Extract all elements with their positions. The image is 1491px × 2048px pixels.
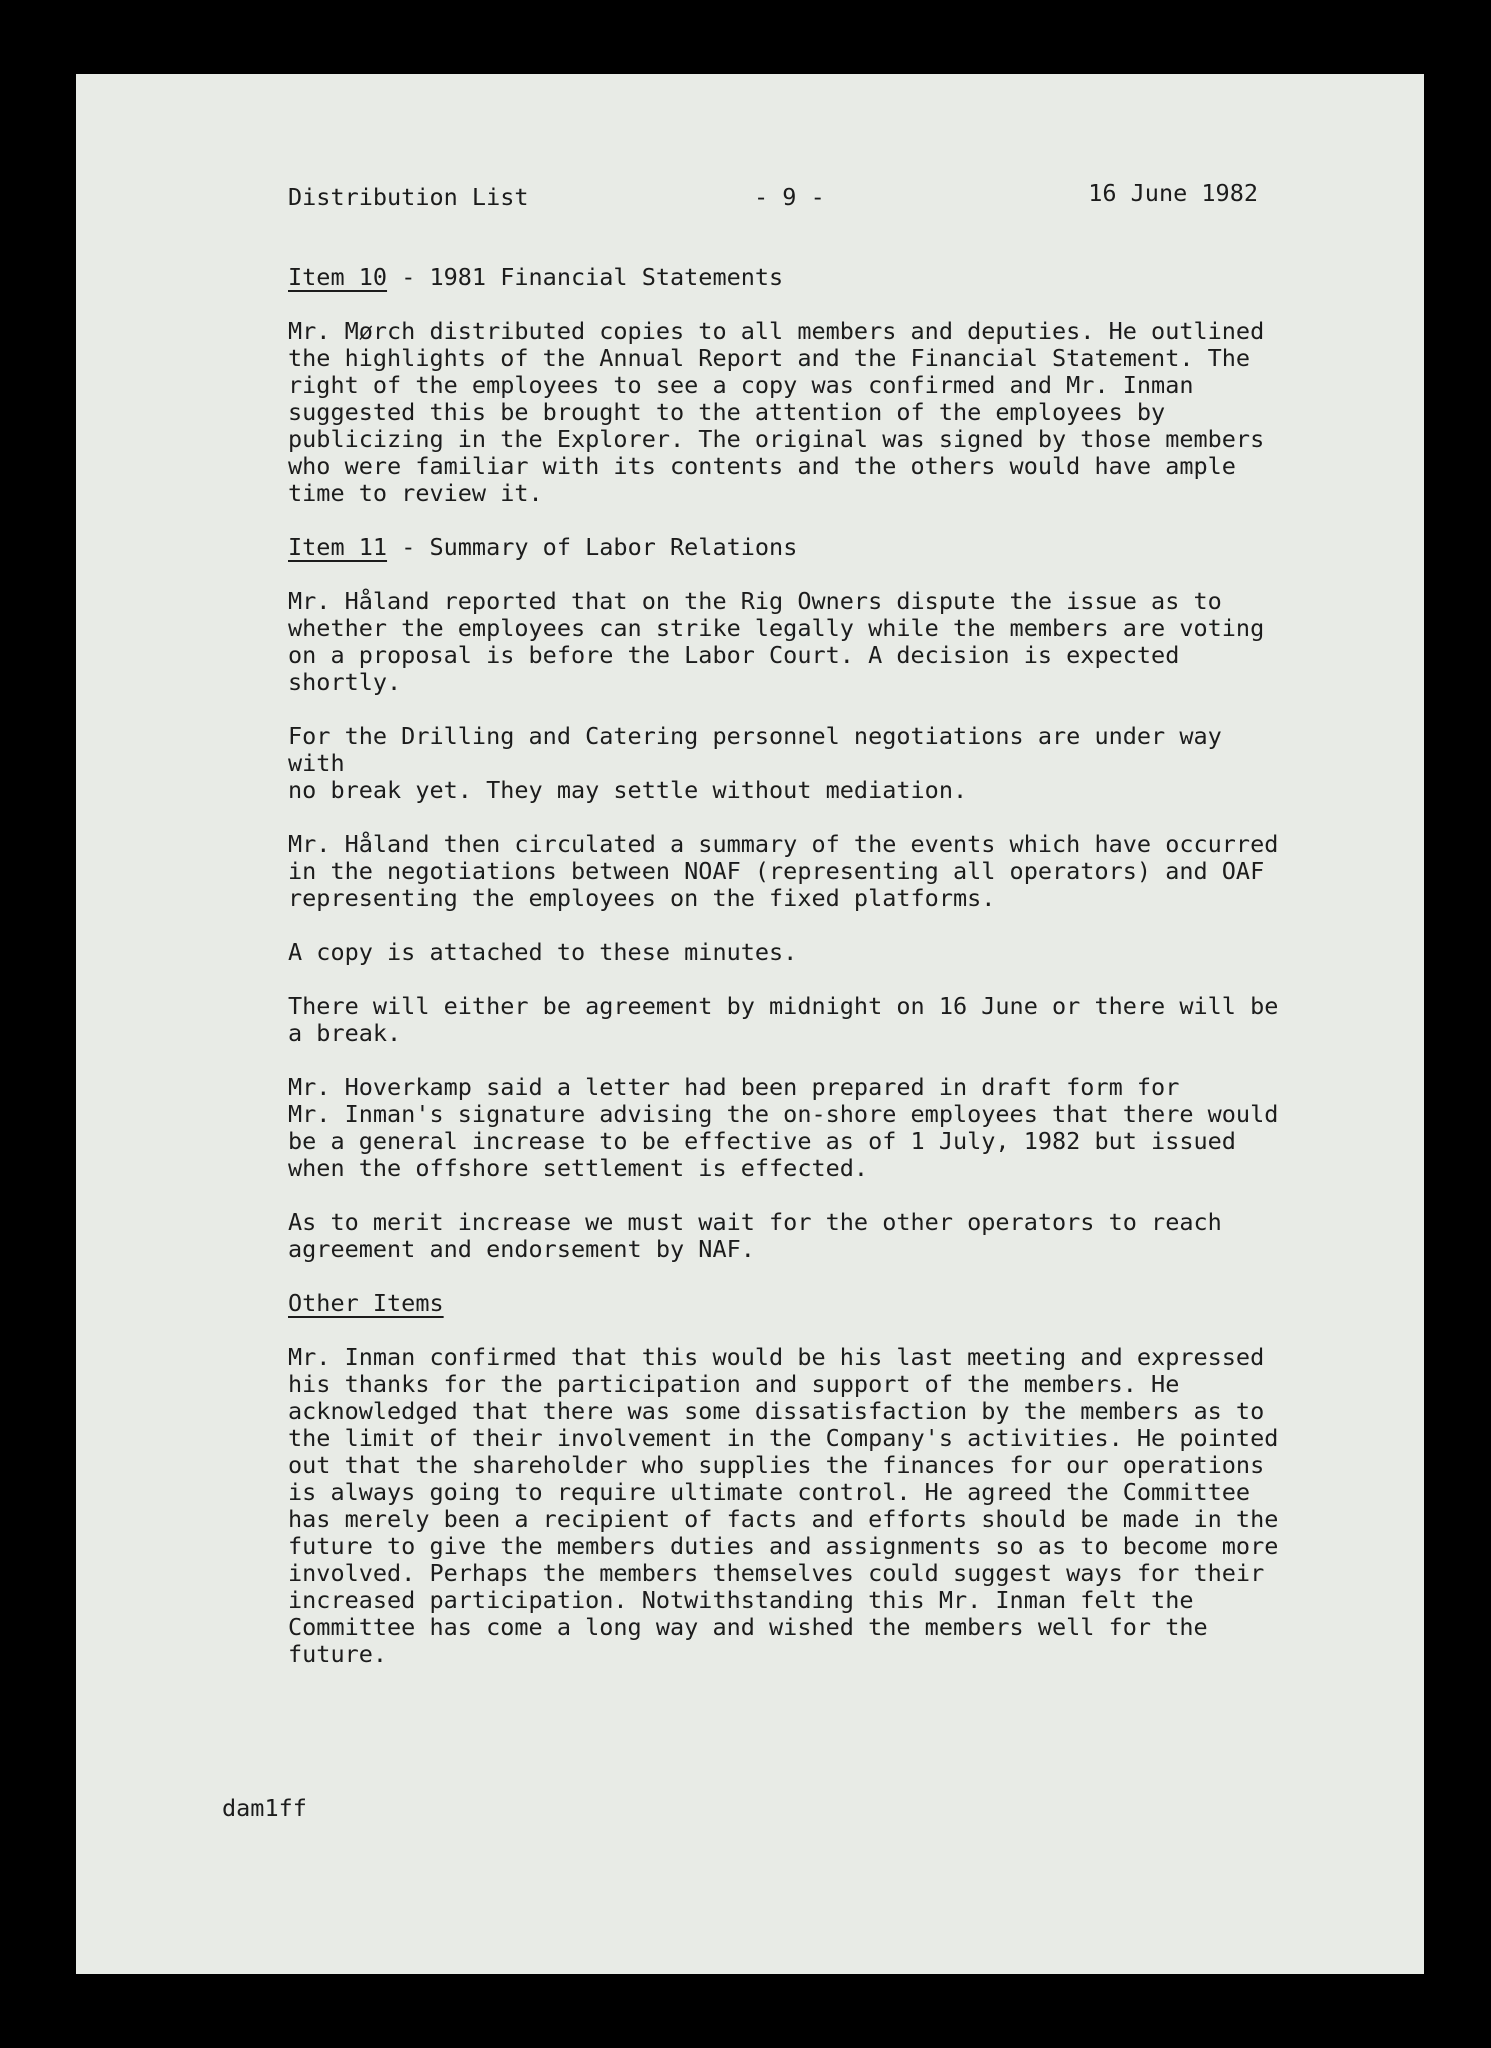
item10-paragraph: Mr. Mørch distributed copies to all members and deputies. He outlined the highlights of the Annual Report and the Financial Statement. The right of the employees to see a copy was confirmed and Mr. Inman suggested this be brought to the attention of the employees by publicizing in the Explorer. The original was signed by those members who were familiar with its contents and the others would have ample time to review it.	[288, 317, 1265, 507]
item11-paragraph-2: For the Drilling and Catering personnel negotiations are under way with no break yet. They may settle without mediation.	[288, 722, 1222, 804]
item11-paragraph-1: Mr. Håland reported that on the Rig Owners dispute the issue as to whether the employees can strike legally while the members are voting on a proposal is before the Labor Court. A decision is expected shortly.	[288, 587, 1265, 696]
footer-initials: dam1ff	[222, 1794, 307, 1822]
page-header	[288, 179, 1288, 224]
other-items-label: Other Items	[288, 1289, 444, 1317]
item10-heading	[288, 264, 1288, 291]
item11-paragraph-4: A copy is attached to these minutes.	[288, 938, 798, 966]
item11-paragraph-7: As to merit increase we must wait for the other operators to reach agreement and endorsement by NAF.	[288, 1208, 1222, 1263]
other-items-paragraph: Mr. Inman confirmed that this would be his last meeting and expressed his thanks for the participation and support of the members. He acknowledged that there was some dissatisfaction by the members as to the limit of their involvement in the Company's activities. He pointed out that the shareholder who supplies the finances for our operations is always going to require ultimate control. He agreed the Committee has merely been a recipient of facts and efforts should be made in the future to give the members duties and assignments so as to become more involved. Perhaps the members themselves could suggest ways for their increased participation. Notwithstanding this Mr. Inman felt the Committee has come a long way and wished the members well for the future.	[288, 1343, 1279, 1668]
other-items-heading	[288, 1290, 1288, 1317]
item11-paragraph-6: Mr. Hoverkamp said a letter had been prepared in draft form for Mr. Inman's signature advising the on-shore employees that there would be a general increase to be effective as of 1 July, 1982 but issued when the offshore settlement is effected.	[288, 1073, 1279, 1182]
item11-paragraph-3: Mr. Håland then circulated a summary of the events which have occurred in the negotiations between NOAF (representing all operators) and OAF representing the employees on the fixed platforms.	[288, 830, 1279, 912]
item11-heading	[288, 534, 1288, 561]
item11-label: Item 11	[288, 533, 388, 561]
item10-label: Item 10	[288, 263, 388, 291]
page-number: - 9 -	[754, 183, 825, 211]
header-distribution-list: Distribution List	[288, 183, 529, 211]
item11-paragraph-5: There will either be agreement by midnight on 16 June or there will be a break.	[288, 992, 1279, 1047]
item10-title: - 1981 Financial Statements	[387, 263, 784, 291]
header-date: 16 June 1982	[1088, 179, 1258, 207]
document-body	[288, 179, 1288, 1695]
item11-title: - Summary of Labor Relations	[387, 533, 798, 561]
document-page	[76, 74, 1424, 1974]
